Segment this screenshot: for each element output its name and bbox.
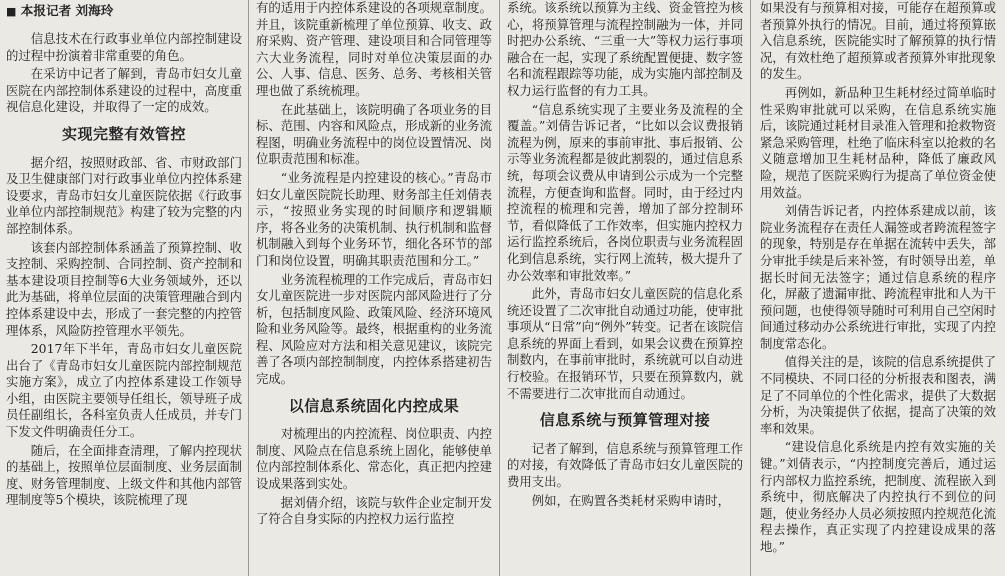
paragraph: 随后，在全面排查清理，了解内控现状的基础上，按照单位层面制度、业务层面制度、财务管理制度、上级文件和其他内部管理制度等5个模块，该院梳理了现 bbox=[6, 442, 242, 508]
paragraph: “信息系统实现了主要业务及流程的全覆盖。”刘倩告诉记者，“比如以会议费报销流程为例，原来的事前审批、事后报销、公示等业务流程都是彼此割裂的，通过信息系统，每项会议费从申请到公示成为一个完整流程，方便查询和监督。同时，由于经过内控流程的梳理和完善，增加了部分控制环节，看似降低了工作效率，但实施内控权力运行监控系统后，各岗位职责与业务流程固化到信息系统，实行网上流转，极大提升了办公效率和审批效率。” bbox=[507, 101, 743, 283]
paragraph: 2017年下半年，青岛市妇女儿童医院出台了《青岛市妇女儿童医院内部控制规范实施方案》，成立了内控体系建设工作领导小组，由医院主要领导任组长，领导班子成员任副组长，各科室负责人任成员，并专门下发文件明确责任分工。 bbox=[6, 341, 242, 440]
article-column-2 bbox=[256, 0, 492, 576]
paragraph: 此外，青岛市妇女儿童医院的信息化系统还设置了二次审批自动通过功能，使审批事项从“日常”向“例外”转变。记者在该院信息系统的界面上看到，如果会议费在预算控制数内，在事前审批时，系统就可以自动进行校验。在报销环节，只要在预算数内，就不需要进行二次审批而自动通过。 bbox=[507, 286, 743, 401]
byline bbox=[6, 2, 242, 21]
paragraph: 该套内部控制体系涵盖了预算控制、收支控制、采购控制、合同控制、资产控制和基本建设项目控制等6大业务领域外，还以此为基础，将单位层面的决策管理融合到内控体系建设中去，形成了一套完整的内控管理体系，风险防控管理水平领先。 bbox=[6, 239, 242, 338]
paragraph: 值得关注的是，该院的信息系统提供了不同模块、不同口径的分析报表和图表，满足了不同单位的个性化需求，提供了大数据分析，为决策提供了依据，提高了决策的效率和效果。 bbox=[760, 354, 996, 436]
paragraph: 据介绍，按照财政部、省、市财政部门及卫生健康部门对行政事业单位内控体系建设要求，青岛市妇女儿童医院依据《行政事业单位内部控制规范》构建了较为完整的内部控制体系。 bbox=[6, 154, 242, 236]
section-heading: 以信息系统固化内控成果 bbox=[288, 396, 460, 415]
paragraph: 系统。该系统以预算为主线、资金管控为核心，将预算管理与流程控制融为一体，并同时把办公系统、“三重一大”等权力运行事项融合在一起，实现了系统配置便捷、数字签名和流程跟踪等功能，成为实施内部控制及权力运行监督的有力工具。 bbox=[507, 0, 743, 98]
article-column-1 bbox=[6, 0, 242, 576]
paragraph: 刘倩告诉记者，内控体系建成以前，该院业务流程存在责任人漏签或者跨流程签字的现象，特别是存在单据在流转中丢失，部分审批手续是后来补签，有时领导出差，单据长时间无法签字；通过信息系统的程序化，屏蔽了遗漏审批、跨流程审批和人为干预问题，也使得领导随时可利用自己空闲时间通过移动办公系统进行审批，实现了内控制度常态化。 bbox=[760, 203, 996, 351]
paragraph: 再例如，新品种卫生耗材经过简单临时性采购审批就可以采购，在信息系统实施后，该院通过耗材目录准入管理和抢救物资紧急采购管理，杜绝了临床科室以抢救的名义随意增加卫生耗材品种，降低了廉政风险，规范了医院采购行为提高了单位资金使用效益。 bbox=[760, 84, 996, 200]
paragraph: 记者了解到，信息系统与预算管理工作的对接，有效降低了青岛市妇女儿童医院的费用支出。 bbox=[507, 440, 743, 490]
paragraph: “业务流程是内控建设的核心。”青岛市妇女儿童医院院长助理、财务部主任刘倩表示，“按照业务实现的时间顺序和逻辑顺序，将各业务的决策机制、执行机制和监督机制融入到每个业务环节，细化各环节的部门和岗位设置，明确其职责范围和分工。” bbox=[256, 169, 492, 268]
section-heading: 信息系统与预算管理对接 bbox=[539, 411, 711, 430]
article-column-3 bbox=[507, 0, 743, 576]
paragraph: “建设信息化系统是内控有效实施的关键。”刘倩表示，“内控制度完善后，通过运行内部权力监控系统，把制度、流程嵌入到系统中，彻底解决了内控执行不到位的问题，使业务经办人员必须按照内控规范化流程去操作，真正实现了内控建设成果的落地。” bbox=[760, 439, 996, 554]
paragraph: 业务流程梳理的工作完成后，青岛市妇女儿童医院进一步对医院内部风险进行了分析，包括制度风险、政策风险、经济环境风险和业务风险等。最终，根据重构的业务流程、风险应对方法和相关意见建议，该院完善了各项内部控制制度，内控体系搭建初告完成。 bbox=[256, 271, 492, 387]
paragraph: 信息技术在行政事业单位内部控制建设的过程中扮演着非常重要的角色。 bbox=[6, 31, 242, 63]
paragraph: 在采访中记者了解到，青岛市妇女儿童医院在内部控制体系建设的过程中，高度重视信息化建设，并取得了一定的成效。 bbox=[6, 66, 242, 115]
paragraph: 对梳理出的内控流程、岗位职责、内控制度、风险点在信息系统上固化，能够使单位内部控制体系化、常态化，真正把内控建设成果落到实处。 bbox=[256, 426, 492, 492]
article-column-4 bbox=[760, 0, 996, 576]
column-divider bbox=[750, 0, 751, 576]
column-divider bbox=[499, 0, 500, 576]
square-marker-icon: ■ bbox=[6, 5, 17, 18]
paragraph: 据刘倩介绍，该院与软件企业定制开发了符合自身实际的内控权力运行监控 bbox=[256, 494, 492, 527]
paragraph: 有的适用于内控体系建设的各项规章制度。并且，该院重新梳理了单位预算、收支、政府采购、资产管理、建设项目和合同管理等六大业务流程，同时对单位决策层面的办公、人事、信息、医务、总务、考核相关管理也做了系统梳理。 bbox=[256, 0, 492, 98]
paragraph: 在此基础上，该院明确了各项业务的目标、范围、内容和风险点，形成新的业务流程图，明确业务流程中的岗位设置情况、岗位职责范围和标准。 bbox=[256, 101, 492, 167]
paragraph: 如果没有与预算相对接，可能存在超预算或者预算外执行的情况。目前，通过将预算嵌入信息系统，医院能实时了解预算的执行情况，有效杜绝了超预算或者预算外审批现象的发生。 bbox=[760, 0, 996, 82]
column-divider bbox=[248, 0, 249, 576]
paragraph: 例如，在购置各类耗材采购申请时， bbox=[531, 492, 731, 508]
section-heading: 实现完整有效管控 bbox=[61, 124, 186, 143]
byline-text: 本报记者 刘海玲 bbox=[20, 3, 114, 18]
